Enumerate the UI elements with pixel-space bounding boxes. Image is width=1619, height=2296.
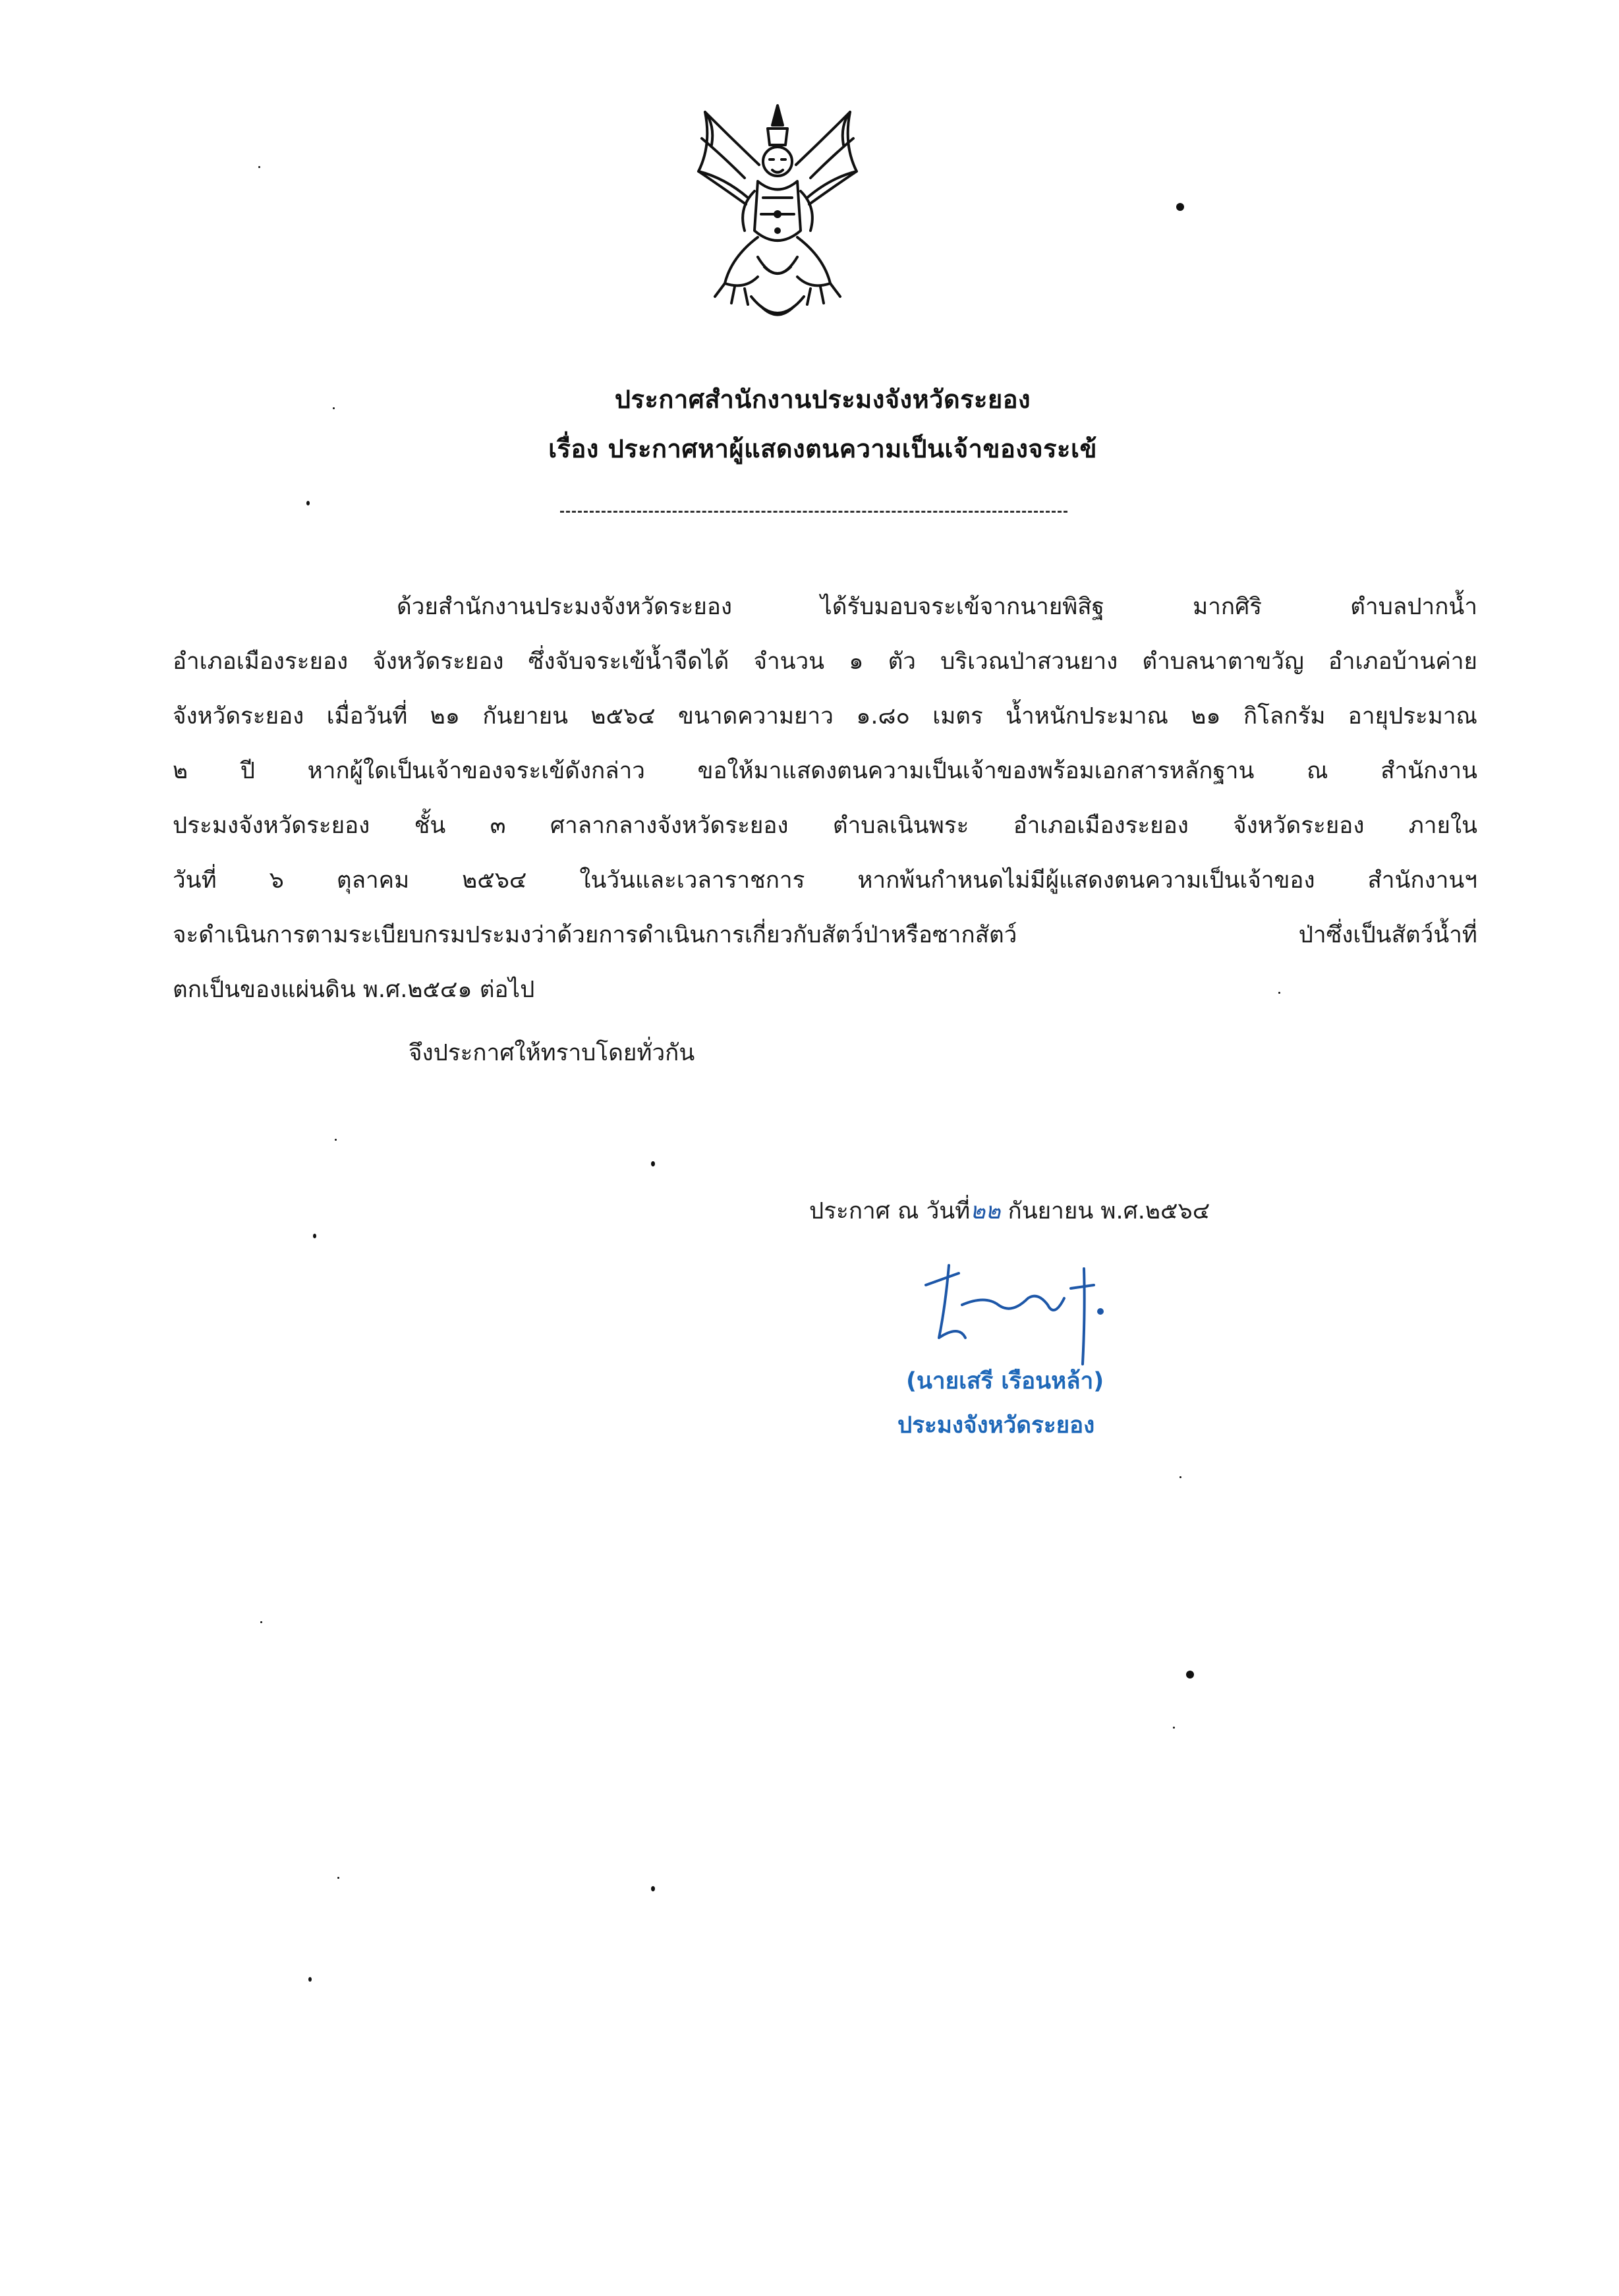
scan-speck xyxy=(651,1161,655,1166)
scan-speck xyxy=(308,1977,312,1982)
date-suffix: กันยายน พ.ศ.๒๕๖๔ xyxy=(1008,1198,1210,1224)
scan-speck xyxy=(1173,1727,1175,1729)
scan-speck xyxy=(1179,1476,1181,1478)
date-prefix: ประกาศ ณ วันที่ xyxy=(809,1198,971,1224)
title-separator xyxy=(560,511,1067,513)
scan-speck xyxy=(313,1234,316,1238)
body-line: ๒ ปี หากผู้ใดเป็นเจ้าของจระเข้ดังกล่าว ขอให้มาแสดงตนความเป็นเจ้าของพร้อมเอกสารหลักฐาน ณ สำนักงาน xyxy=(173,758,1477,784)
body-line: ด้วยสำนักงานประมงจังหวัดระยอง ได้รับมอบจระเข้จากนายพิสิฐ มากศิริ ตำบลปากน้ำ xyxy=(397,594,1477,620)
scan-speck xyxy=(333,407,335,409)
announcement-title: ประกาศสำนักงานประมงจังหวัดระยอง xyxy=(614,385,1031,414)
signer-position: ประมงจังหวัดระยอง xyxy=(897,1412,1095,1439)
body-line: จังหวัดระยอง เมื่อวันที่ ๒๑ กันยายน ๒๕๖๔ ขนาดความยาว ๑.๘๐ เมตร น้ำหนักประมาณ ๒๑ กิโลกรัม อายุประมาณ xyxy=(173,703,1477,730)
body-line: ตกเป็นของแผ่นดิน พ.ศ.๒๕๔๑ ต่อไป xyxy=(173,977,535,1003)
garuda-emblem xyxy=(685,99,870,336)
scan-speck xyxy=(1186,1671,1194,1679)
scan-speck xyxy=(1278,992,1280,994)
scan-speck xyxy=(337,1877,339,1879)
scan-speck xyxy=(651,1886,655,1891)
scan-speck xyxy=(260,1621,262,1623)
scan-speck xyxy=(335,1139,337,1141)
scan-speck xyxy=(1176,203,1184,211)
scan-speck xyxy=(306,501,310,505)
handwritten-signature xyxy=(913,1259,1130,1371)
scan-speck xyxy=(258,166,260,168)
closing-statement: จึงประกาศให้ทราบโดยทั่วกัน xyxy=(409,1040,695,1066)
announcement-body xyxy=(173,580,1477,1018)
body-line: ประมงจังหวัดระยอง ชั้น ๓ ศาลากลางจังหวัดระยอง ตำบลเนินพระ อำเภอเมืองระยอง จังหวัดระยอง ภายใน xyxy=(173,813,1477,839)
body-line: จะดำเนินการตามระเบียบกรมประมงว่าด้วยการดำเนินการเกี่ยวกับสัตว์ป่าหรือซากสัตว์ ป่าซึ่งเป็นสัตว์น้ำที่ xyxy=(173,922,1477,948)
announcement-subject: เรื่อง ประกาศหาผู้แสดงตนความเป็นเจ้าของจระเข้ xyxy=(548,434,1097,463)
body-line: วันที่ ๖ ตุลาคม ๒๕๖๔ ในวันและเวลาราชการ หากพ้นกำหนดไม่มีผู้แสดงตนความเป็นเจ้าของ สำนักงานฯ xyxy=(173,867,1477,894)
signer-name: (นายเสรี เรือนหล้า) xyxy=(906,1368,1104,1394)
announcement-date xyxy=(809,1193,1210,1229)
body-line: อำเภอเมืองระยอง จังหวัดระยอง ซึ่งจับจระเข้น้ำจืดได้ จำนวน ๑ ตัว บริเวณป่าสวนยาง ตำบลนาตาขวัญ อำเภอบ้านค่าย xyxy=(173,648,1477,675)
handwritten-day: ๒๒ xyxy=(970,1198,1001,1224)
